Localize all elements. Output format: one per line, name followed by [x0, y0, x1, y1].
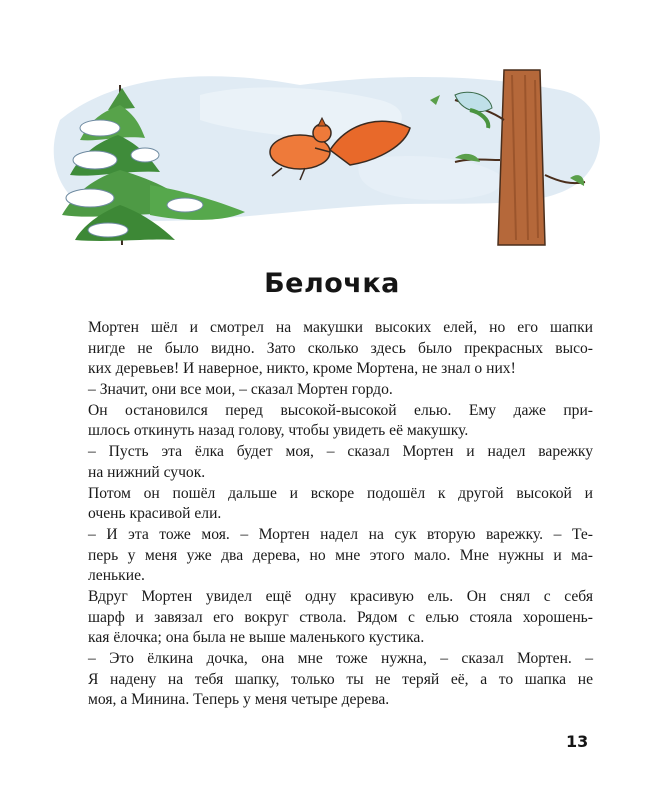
text-line: шлось откинуть назад голову, чтобы увидеть её макушку. — [88, 422, 469, 440]
text-line: ких деревьев! И наверное, никто, кроме Мортена, не знал о них! — [88, 360, 516, 378]
text-line: ленькие. — [88, 567, 145, 585]
text-line: Он остановился перед высокой-высокой елью. Ему даже при- — [88, 401, 593, 419]
text-line: – Значит, они все мои, – сказал Мортен гордо. — [88, 381, 393, 399]
text-line: Мортен шёл и смотрел на макушки высоких елей, но его шапки — [88, 319, 593, 336]
text-line: – И эта тоже моя. – Мортен надел на сук вторую варежку. – Те- — [88, 525, 593, 543]
chapter-title: Белочка — [264, 268, 400, 299]
text-line: – Это ёлкина дочка, она мне тоже нужна, – сказал Мортен. – — [88, 650, 593, 667]
text-line: – Пусть эта ёлка будет моя, – сказал Мортен и надел варежку — [88, 443, 593, 461]
text-line: перь у меня уже два дерева, но мне этого мало. Мне нужны и ма- — [88, 546, 593, 564]
text-line: очень красивой ели. — [88, 505, 222, 523]
header-illustration — [0, 0, 664, 260]
story-text — [88, 318, 593, 711]
text-line: нигде не было видно. Зато сколько здесь было прекрасных высо- — [88, 339, 593, 357]
page-number: 13 — [566, 732, 589, 751]
text-line: Вдруг Мортен увидел ещё одну красивую ель. Он снял с себя — [88, 587, 593, 605]
text-line: Я надену на тебя шапку, только ты не теряй её, а то шапка не — [88, 670, 593, 688]
text-line: на нижний сучок. — [88, 463, 206, 481]
text-line: моя, а Минина. Теперь у меня четыре дерева. — [88, 691, 390, 709]
text-line: кая ёлочка; она была не выше маленького кустика. — [88, 629, 425, 647]
text-line: Потом он пошёл дальше и вскоре подошёл к другой высокой и — [88, 484, 593, 502]
text-line: шарф и завязал его вокруг ствола. Рядом с елью стояла хорошень- — [88, 608, 593, 626]
